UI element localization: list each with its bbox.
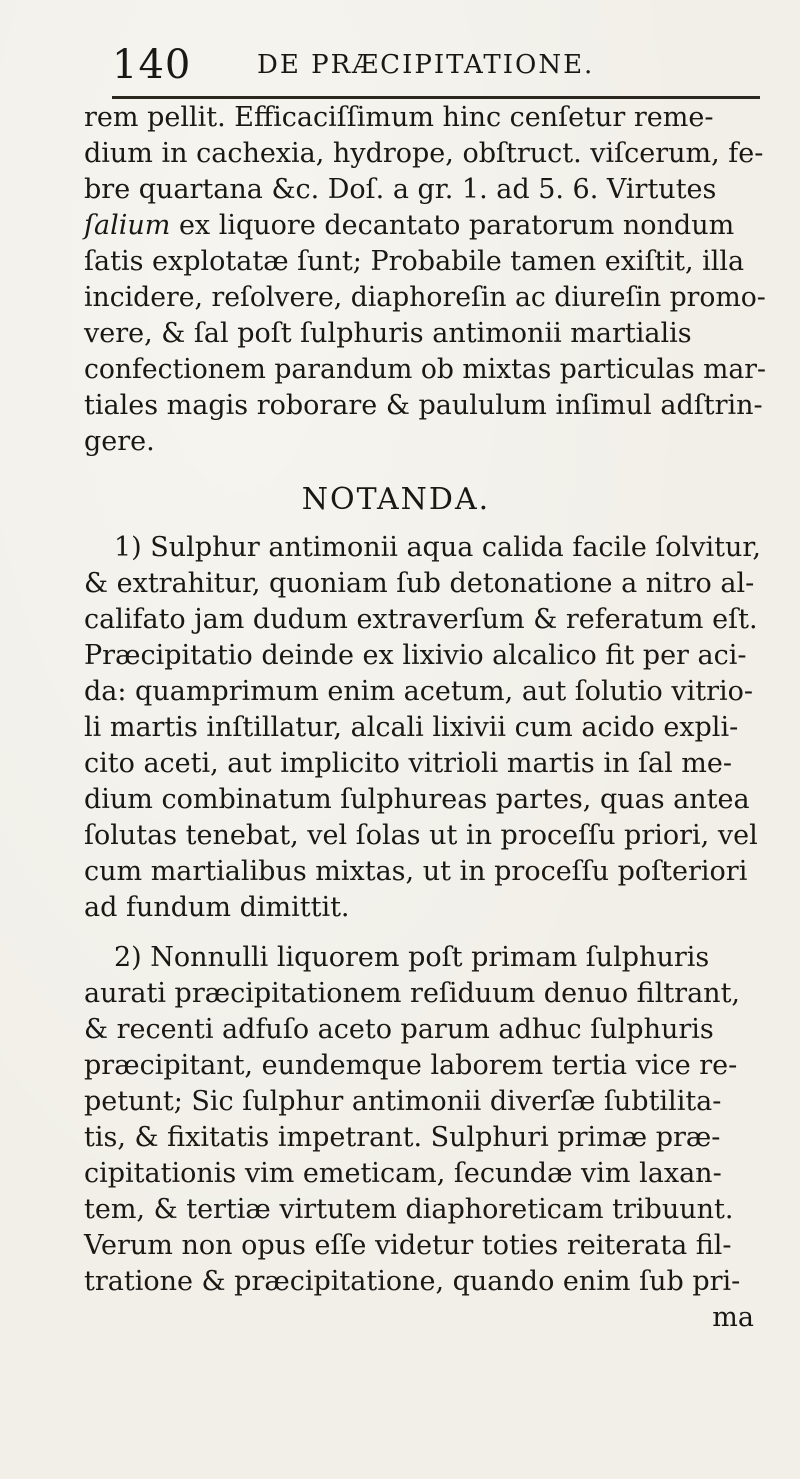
text-line	[66, 208, 766, 244]
note-1	[66, 530, 766, 926]
text-line: rem pellit. Efficaciſſimum hinc cenſetur reme-	[84, 102, 714, 133]
text-line: aurati præcipitationem reſiduum denuo filtrant,	[84, 978, 741, 1009]
text-line: gere.	[84, 426, 155, 457]
text-line: ſolutas tenebat, vel ſolas ut in proceſſu priori, vel	[84, 820, 758, 851]
body-text	[66, 100, 766, 1336]
text-line: ad fundum dimittit.	[84, 892, 350, 923]
italic-word: ſalium	[84, 210, 171, 241]
text-line: præcipitant, eundemque laborem tertia vice re-	[84, 1050, 738, 1081]
header-rule	[112, 96, 760, 99]
text-line: incidere, reſolvere, diaphoreſin ac diureſin promo-	[84, 282, 766, 313]
text-line: ſatis explotatæ ſunt; Probabile tamen exiſtit, illa	[84, 246, 745, 277]
section-heading: NOTANDA.	[301, 482, 491, 517]
text-line: Verum non opus eſſe videtur toties reiterata fil-	[84, 1230, 732, 1261]
text-line: Præcipitatio deinde ex lixivio alcalico fit per aci-	[84, 640, 747, 671]
text-line: cito aceti, aut implicito vitrioli martis in ſal me-	[84, 748, 732, 779]
text-line: li martis inſtillatur, alcali lixivii cum acido expli-	[84, 712, 739, 743]
text-line: bre quartana &c. Doſ. a gr. 1. ad 5. 6. Virtutes	[84, 174, 717, 205]
catchword: ma	[712, 1302, 754, 1333]
running-title: DE PRÆCIPITATIONE.	[257, 50, 595, 80]
text-line: & extrahitur, quoniam ſub detonatione a nitro al-	[84, 568, 755, 599]
text-line: dium in cachexia, hydrope, obſtruct. viſcerum, fe-	[84, 138, 764, 169]
text-line: tiales magis roborare & paululum inſimul adſtrin-	[84, 390, 763, 421]
text-line: 2) Nonnulli liquorem poſt primam ſulphuris	[114, 942, 710, 973]
paragraph-continuation	[66, 100, 766, 460]
text-line: tem, & tertiæ virtutem diaphoreticam tribuunt.	[84, 1194, 734, 1225]
text-line: tis, & fixitatis impetrant. Sulphuri primæ præ-	[84, 1122, 721, 1153]
text-line: dium combinatum ſulphureas partes, quas antea	[84, 784, 750, 815]
text-line: cum martialibus mixtas, ut in proceſſu poſteriori	[84, 856, 748, 887]
text-line-rest: ex liquore decantato paratorum nondum	[170, 210, 735, 241]
text-line: cipitationis vim emeticam, ſecundæ vim laxan-	[84, 1158, 722, 1189]
text-line: da: quamprimum enim acetum, aut ſolutio vitrio-	[84, 676, 754, 707]
text-line: tratione & præcipitatione, quando enim ſub pri-	[84, 1266, 741, 1297]
text-line: vere, & ſal poſt ſulphuris antimonii martialis	[84, 318, 692, 349]
page-number: 140	[112, 42, 192, 88]
text-line: califato jam dudum extraverſum & referatum eſt.	[84, 604, 758, 635]
page-header	[112, 42, 762, 92]
text-line: 1) Sulphur antimonii aqua calida facile ſolvitur,	[114, 532, 761, 563]
paragraph-gap	[66, 926, 766, 940]
text-line: confectionem parandum ob mixtas particulas mar-	[84, 354, 766, 385]
text-line: petunt; Sic ſulphur antimonii diverſæ ſubtilita-	[84, 1086, 722, 1117]
text-line: & recenti adfuſo aceto parum adhuc ſulphuris	[84, 1014, 714, 1045]
note-2	[66, 940, 766, 1336]
